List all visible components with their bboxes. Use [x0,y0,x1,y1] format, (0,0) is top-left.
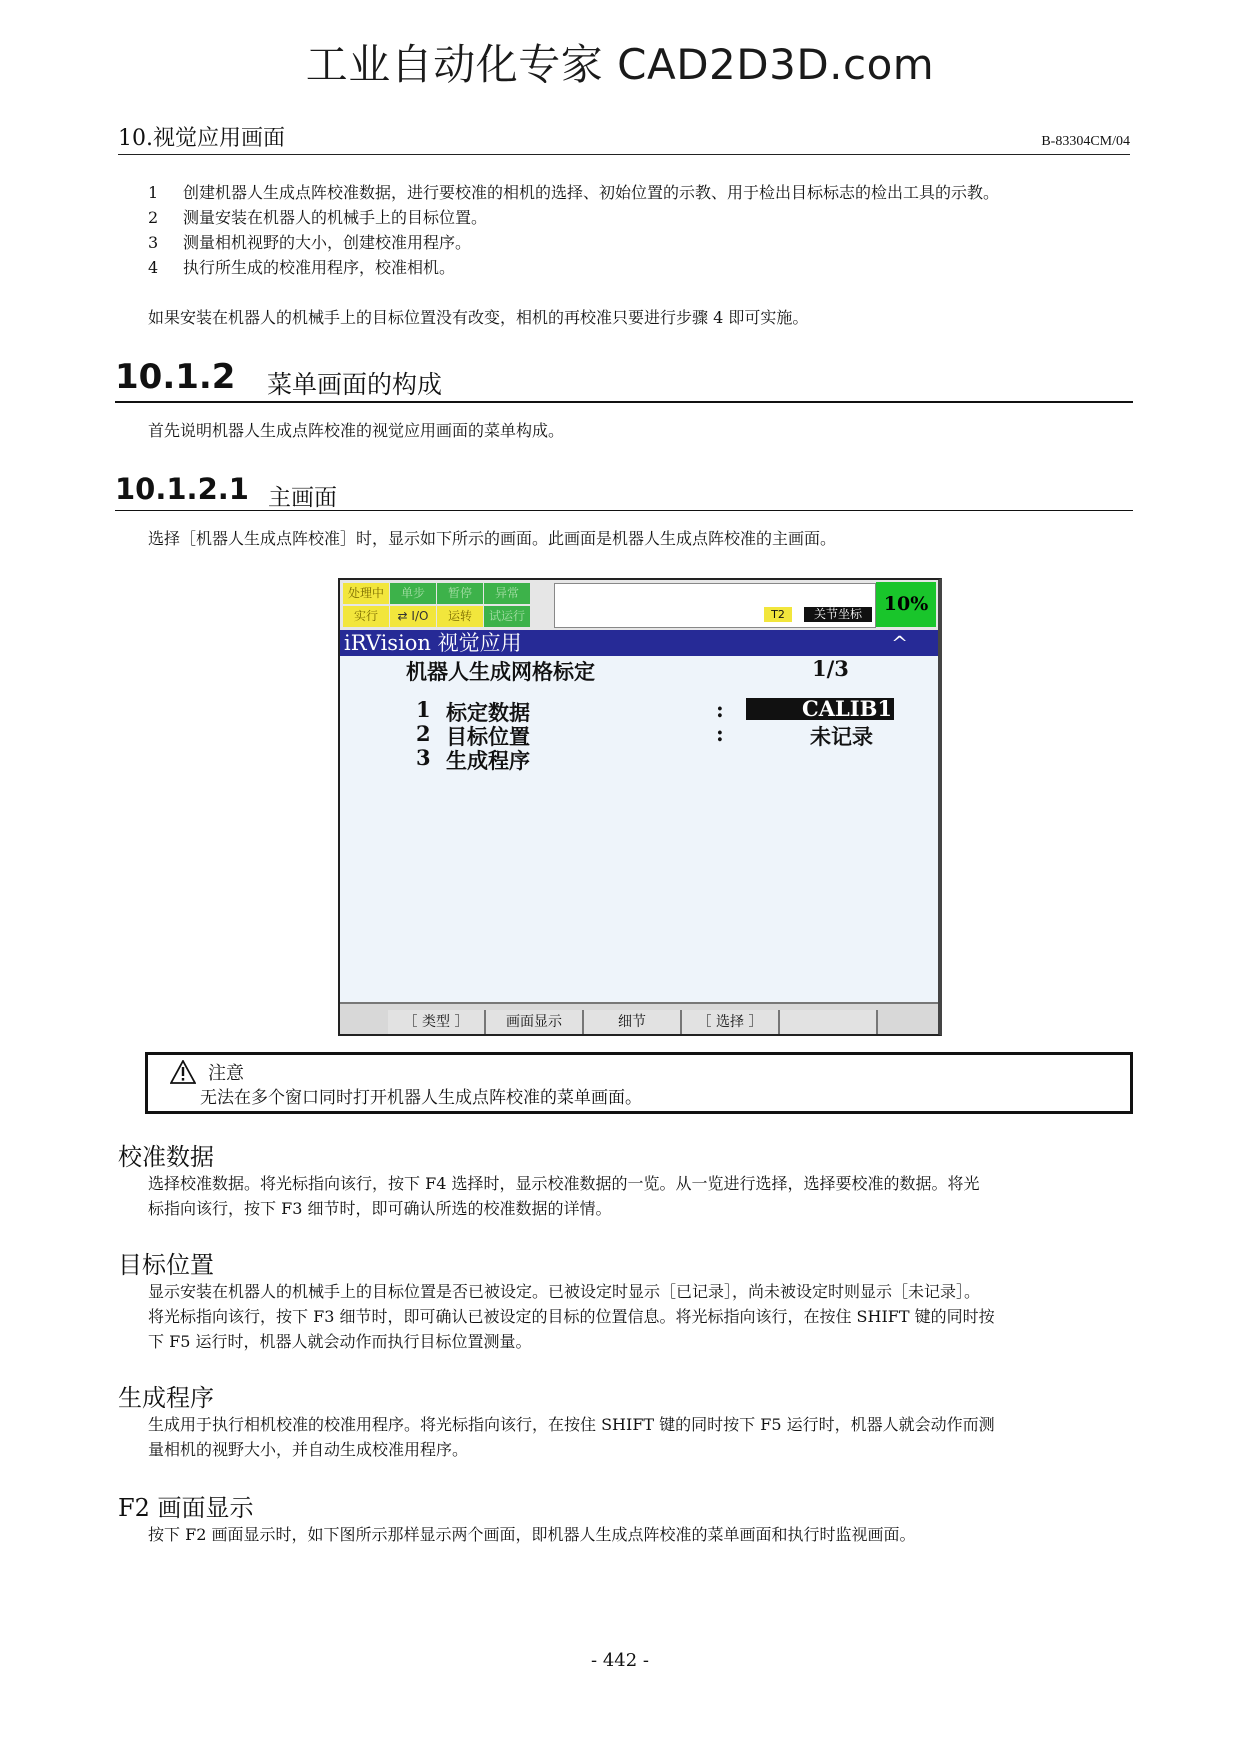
teach-pendant-screen [338,578,942,1036]
heading-f2-display: F2 画面显示 [118,1494,254,1522]
step-text: 创建机器人生成点阵校准数据，进行要校准的相机的选择、初始位置的示教、用于检出目标标志的检出工具的示教。 [183,183,1000,202]
function-key-bar [340,1002,938,1036]
heading-generate-program: 生成程序 [118,1384,214,1412]
menu-item-label: 生成程序 [446,748,530,773]
paragraph-line: 选择校准数据。将光标指向该行，按下 F4 选择时，显示校准数据的一览。从一览进行选择，选择要校准的数据。将光 [148,1174,980,1193]
subsection-number: 10.1.2.1 [115,472,249,506]
f1-type-button[interactable]: ［ 类型 ］ [388,1010,486,1034]
led-io-label: I/O [411,609,429,623]
paragraph-line: 将光标指向该行，按下 F3 细节时，即可确认已被设定的目标的位置信息。将光标指向该行，在按住 SHIFT 键的同时按 [148,1307,995,1326]
led-tcyc: 试运行 [484,606,530,627]
section-number: 10.1.2 [115,357,236,397]
list-item [148,180,1138,205]
paragraph-line: 显示安装在机器人的机械手上的目标位置是否已被设定。已被设定时显示［已记录］，尚未被设定时则显示［未记录］。 [148,1282,981,1301]
status-bar [340,580,938,630]
led-prod: 运转 [437,606,483,627]
paragraph-line: 生成用于执行相机校准的校准用程序。将光标指向该行，在按住 SHIFT 键的同时按下 F5 运行时，机器人就会动作而测 [148,1415,995,1434]
f3-detail-button[interactable]: 细节 [584,1010,682,1034]
chapter-title: 10.视觉应用画面 [118,126,285,151]
list-item [148,230,1138,255]
menu-item-number: 3 [416,745,431,770]
caution-box [145,1052,1133,1114]
f5-button[interactable] [780,1010,878,1034]
mode-indicator: T2 [764,607,792,622]
section-intro: 首先说明机器人生成点阵校准的视觉应用画面的菜单构成。 [148,421,565,440]
step-text: 测量安装在机器人的机械手上的目标位置。 [183,208,488,227]
menu-item-number: 2 [416,721,431,746]
io-icon: ⇄ [397,609,412,623]
calib-data-value[interactable]: CALIB1 [746,698,894,720]
menu-item-label: 目标位置 [446,724,530,749]
led-fault: 异常 [484,583,530,604]
menu-item-label: 标定数据 [446,700,530,725]
subsection-intro: 选择［机器人生成点阵校准］时，显示如下所示的画面。此画面是机器人生成点阵校准的主画面。 [148,529,837,548]
caution-text: 无法在多个窗口同时打开机器人生成点阵校准的菜单画面。 [200,1088,642,1108]
subsection-heading [115,470,1133,511]
section-title: 菜单画面的构成 [267,370,443,399]
calib-data-description [148,1171,1133,1221]
caution-label: 注意 [208,1063,244,1084]
led-hold: 暂停 [437,583,483,604]
f2-display-button[interactable]: 画面显示 [486,1010,584,1034]
scroll-up-icon[interactable]: ^ [891,631,908,655]
step-number: 3 [148,233,159,252]
led-run: 实行 [343,606,389,627]
paragraph-line: 标指向该行，按下 F3 细节时，即可确认所选的校准数据的详情。 [148,1199,612,1218]
warning-icon [170,1060,196,1084]
watermark: 工业自动化专家 CAD2D3D.com [305,40,935,89]
paragraph-line: 按下 F2 画面显示时，如下图所示那样显示两个画面，即机器人生成点阵校准的菜单画面和执行时监视画面。 [148,1525,916,1544]
recalibration-note: 如果安装在机器人的机械手上的目标位置没有改变，相机的再校准只要进行步骤 4 即可实施。 [148,308,809,327]
paragraph-line: 下 F5 运行时，机器人就会动作而执行目标位置测量。 [148,1332,532,1351]
target-position-value: 未记录 [810,724,873,749]
doc-number: B-83304CM/04 [1041,134,1130,149]
menu-item-sep: : [716,697,724,722]
step-text: 测量相机视野的大小，创建校准用程序。 [183,233,472,252]
step-number: 1 [148,183,159,202]
menu-item-calib-data[interactable] [416,696,916,725]
led-io [390,606,436,627]
menu-item-sep: : [716,721,724,746]
led-busy: 处理中 [343,583,389,604]
running-header [118,124,1130,155]
menu-item-target-position[interactable] [416,721,916,749]
menu-title: 机器人生成网格标定 [406,659,595,684]
heading-calib-data: 校准数据 [118,1143,214,1171]
menu-item-generate-program[interactable] [416,745,916,773]
led-step: 单步 [390,583,436,604]
paragraph-line: 量相机的视野大小，并自动生成校准用程序。 [148,1440,469,1459]
coord-system: 关节坐标 [804,607,872,622]
f4-choice-button[interactable]: ［ 选择 ］ [682,1010,780,1034]
target-position-description [148,1279,1133,1354]
step-text: 执行所生成的校准用程序，校准相机。 [183,258,456,277]
list-item [148,255,1138,280]
list-item [148,205,1138,230]
screen-title-bar [340,630,938,656]
page-indicator: 1/3 [812,656,849,681]
generate-program-description [148,1412,1133,1462]
screen-title: iRVision 视觉应用 [344,631,522,655]
f2-display-description [148,1522,1133,1547]
override-indicator: 10% [876,582,936,627]
step-number: 2 [148,208,159,227]
page-number: - 442 - [591,1650,649,1671]
steps-list [148,180,1138,280]
menu-item-number: 1 [416,697,431,722]
section-heading [115,355,1133,403]
subsection-title: 主画面 [268,485,337,511]
step-number: 4 [148,258,159,277]
heading-target-position: 目标位置 [118,1251,214,1279]
